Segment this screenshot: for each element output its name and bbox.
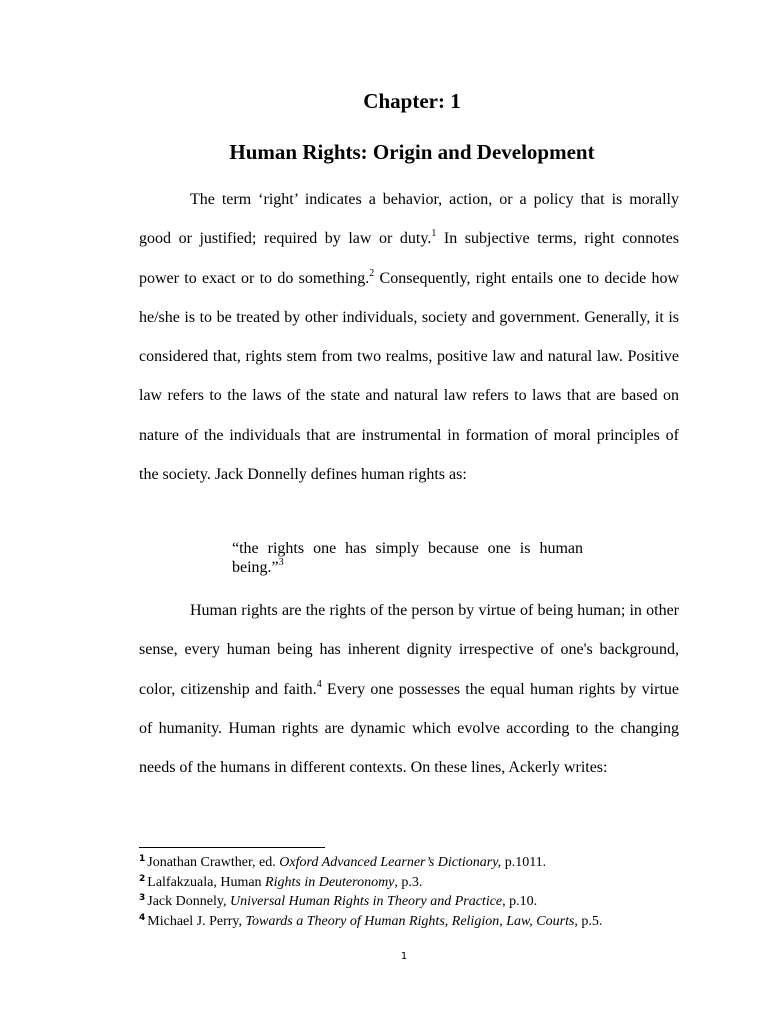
footnote-source-title: Universal Human Rights in Theory and Practice <box>229 894 503 909</box>
footnote-page: , p.10. <box>502 894 538 909</box>
body-paragraph-2 <box>139 591 679 787</box>
footnote-ref-1[interactable]: 1 <box>431 228 437 240</box>
footnote-item <box>139 912 699 932</box>
footnote-source-title: Rights in Deuteronomy <box>265 874 395 890</box>
footnote-number: 2 <box>139 873 146 884</box>
footnote-number: 4 <box>139 912 146 923</box>
footnote-text: Jack Donnely, <box>147 894 230 909</box>
footnote-source-title: Towards a Theory of Human Rights, Religion, Law, Courts <box>245 913 575 929</box>
footnote-text: Jonathan Crawther, ed. <box>147 855 280 870</box>
footnote-number: 1 <box>139 854 146 864</box>
paragraph-text: In subjective terms, right connotes power to exact or to do something. <box>139 230 679 287</box>
page-number: 1 <box>400 951 408 962</box>
paragraph-text: Every one possesses the equal human rights by virtue of humanity. Human rights are dynamic which evolve according to the changing needs of the humans in different contexts. On these lines, Ackerly writes: <box>139 680 679 777</box>
footnote-page: , p.3. <box>394 874 423 890</box>
footnote-item <box>139 873 699 893</box>
footnote-text: Lalfakzuala, Human <box>147 874 266 890</box>
chapter-heading: Chapter: 1 <box>363 89 461 113</box>
footnote-ref-3[interactable]: 3 <box>278 557 284 568</box>
footnote-text: Michael J. Perry, <box>147 913 246 929</box>
footnote-ref-4[interactable]: 4 <box>316 678 322 690</box>
quote-text: “the rights one has simply because one is human being.” <box>232 540 583 576</box>
paragraph-text: The term ‘right’ indicates a behavior, action, or a policy that is morally good or justified; required by law or duty. <box>139 191 679 248</box>
footnote-page: p.1011. <box>501 855 547 870</box>
footnote-item <box>139 853 699 873</box>
footnotes-list <box>139 853 699 931</box>
paragraph-text: Human rights are the rights of the person by virtue of being human; in other sense, every human being has inherent dignity irrespective of one's background, color, citizenship and faith. <box>139 602 679 698</box>
footnote-item <box>139 892 699 912</box>
paragraph-text: Consequently, right entails one to decide how he/she is to be treated by other individuals, society and government. Generally, it is considered that, rights stem from two realms, positive law and natural law. Positive law refers to the laws of the state and natural law refers to laws that are based on nature of the individuals that are instrumental in formation of moral principles of the society. Jack Donnelly defines human rights as: <box>139 269 679 484</box>
footnote-number: 3 <box>139 893 146 903</box>
footnote-ref-2[interactable]: 2 <box>369 267 375 279</box>
footnote-page: , p.5. <box>574 913 603 929</box>
block-quote <box>232 539 583 577</box>
footnote-source-title: Oxford Advanced Learner’s Dictionary, <box>279 855 502 870</box>
body-paragraph-1 <box>139 180 679 494</box>
footnote-separator <box>139 847 325 848</box>
chapter-title: Human Rights: Origin and Development <box>229 140 595 164</box>
